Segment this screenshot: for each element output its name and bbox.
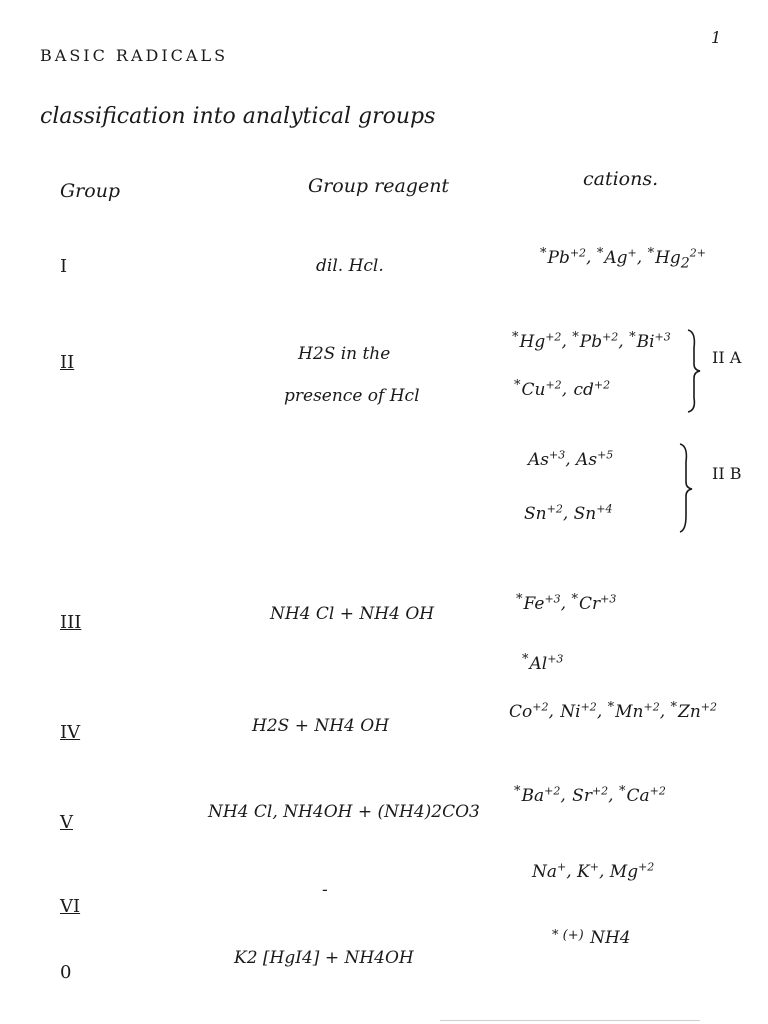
- cation: $^*Al^{+3}$: [522, 652, 564, 674]
- cation: $^*Pb^{+2}$: [540, 246, 587, 268]
- cation: $As^{+5}$: [576, 448, 614, 470]
- group-reagent: dil. Hcl.: [316, 256, 384, 276]
- page-title: BASIC RADICALS: [40, 46, 229, 65]
- cation-list: $^*Fe^{+3}$, $^*Cr^{+3}$: [516, 592, 617, 614]
- subgroup-brace: [684, 328, 704, 414]
- cation: $^*Bi^{+3}$: [629, 330, 671, 352]
- group-numeral: VI: [60, 896, 81, 917]
- cation: $^*Ca^{+2}$: [618, 784, 666, 806]
- cation: $Sn^{+4}$: [573, 502, 613, 524]
- cation: $cd^{+2}$: [573, 378, 611, 400]
- cation: $^*Cr^{+3}$: [571, 592, 617, 614]
- cation: *Ag+: [596, 246, 637, 268]
- group-reagent: NH4 Cl + NH4 OH: [270, 604, 435, 624]
- group-numeral: V: [60, 812, 73, 833]
- cation: $Sn^{+2}$: [524, 502, 563, 524]
- cation: $^*Zn^{+2}$: [670, 700, 717, 722]
- cation: $As^{+3}$: [528, 448, 566, 470]
- group-reagent-line: presence of Hcl: [284, 386, 420, 406]
- cation-list: $^*Hg^{+2}$, $^*Pb^{+2}$, $^*Bi^{+3}$: [512, 330, 671, 352]
- cation-list: $^*Cu^{+2}$, $cd^{+2}$: [514, 378, 611, 400]
- scan-edge-line: [440, 1020, 700, 1021]
- cation-list: [552, 928, 631, 948]
- cation: $^*Hg_2^{2+}$: [647, 246, 707, 272]
- column-header-cations: cations.: [583, 168, 659, 190]
- page-number: 1: [711, 28, 722, 47]
- group-numeral: I: [60, 256, 68, 277]
- cation: K+: [577, 860, 599, 882]
- group-numeral: IV: [60, 722, 81, 743]
- cation-list: $Co^{+2}$, $Ni^{+2}$, $^*Mn^{+2}$, $^*Zn^{+2}$: [509, 700, 717, 722]
- group-numeral: II: [60, 352, 75, 373]
- group-reagent: H2S + NH4 OH: [252, 716, 390, 736]
- cation: $^*Fe^{+3}$: [516, 592, 561, 614]
- group-reagent: K2 [HgI4] + NH4OH: [234, 948, 414, 968]
- cation: * (+) NH4: [552, 928, 631, 948]
- subgroup-label: II A: [712, 348, 742, 367]
- cation: $^*Hg^{+2}$: [512, 330, 562, 352]
- cation: $^*Ba^{+2}$: [514, 784, 561, 806]
- group-numeral: III: [60, 612, 82, 633]
- cation-list: [522, 652, 563, 674]
- cation: $Mg^{+2}$: [609, 860, 655, 882]
- group-reagent: -: [322, 880, 328, 900]
- cation: $Co^{+2}$: [509, 700, 549, 722]
- cation: $^*Cu^{+2}$: [514, 378, 562, 400]
- cation: $Sr^{+2}$: [572, 784, 609, 806]
- subgroup-label: II B: [712, 464, 742, 483]
- cation: $^*Mn^{+2}$: [607, 700, 660, 722]
- page-subtitle: classification into analytical groups: [40, 104, 436, 129]
- column-header-reagent: Group reagent: [308, 175, 450, 197]
- cation-list: $^*Pb^{+2}$, *Ag+, $^*Hg_2^{2+}$: [540, 246, 707, 272]
- cation-list: Na+, K+, $Mg^{+2}$: [532, 860, 655, 882]
- cation: $Ni^{+2}$: [560, 700, 597, 722]
- cation-list: $As^{+3}$, $As^{+5}$: [528, 448, 614, 470]
- cation-list: $^*Ba^{+2}$, $Sr^{+2}$, $^*Ca^{+2}$: [514, 784, 666, 806]
- column-header-group: Group: [60, 180, 121, 202]
- subgroup-brace: [674, 442, 694, 534]
- group-reagent: NH4 Cl, NH4OH + (NH4)2CO3: [208, 802, 480, 822]
- cation: Na+: [532, 860, 567, 882]
- group-reagent-line: H2S in the: [298, 344, 391, 364]
- cation: $^*Pb^{+2}$: [572, 330, 619, 352]
- group-numeral: 0: [60, 962, 72, 983]
- cation-list: $Sn^{+2}$, $Sn^{+4}$: [524, 502, 613, 524]
